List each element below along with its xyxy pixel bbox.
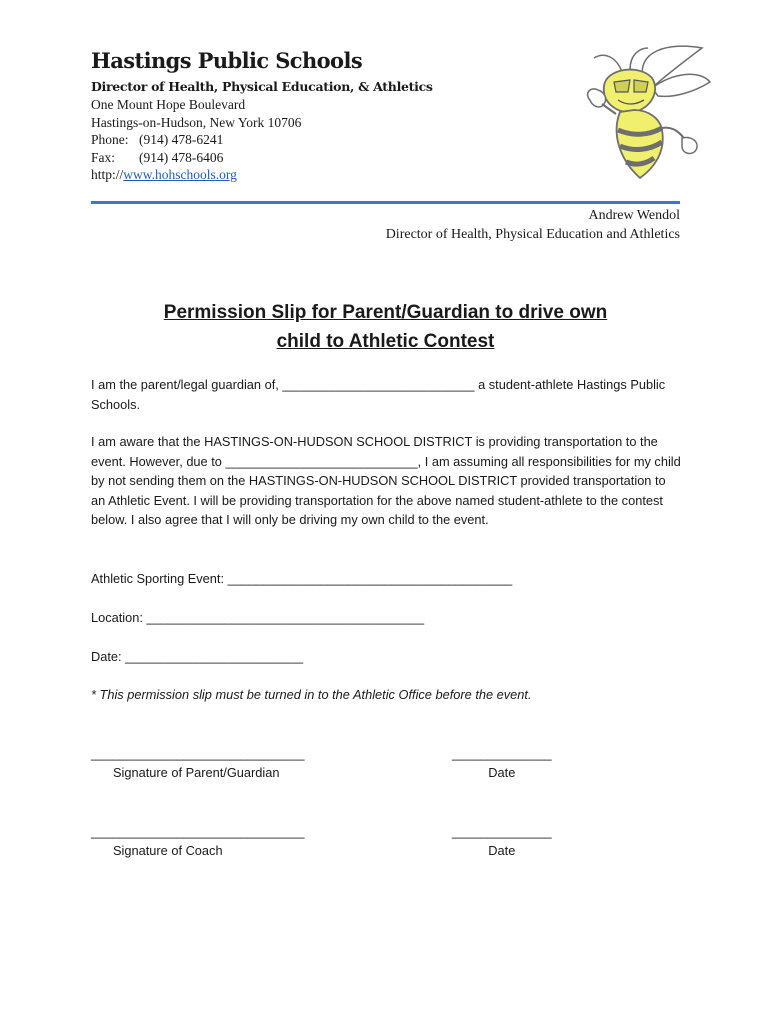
form-title: [91, 298, 680, 356]
coach-signature-label: Signature of Coach: [113, 843, 223, 858]
form-title-line-1: Permission Slip for Parent/Guardian to drive own: [163, 302, 608, 323]
coach-date-block: [452, 822, 552, 860]
coach-date-label: Date: [488, 843, 516, 858]
parent-date-block: [452, 744, 552, 782]
parent-signature-line[interactable]: ______________________________: [91, 746, 305, 761]
fax-line: [91, 149, 591, 167]
parent-date-line[interactable]: ______________: [452, 746, 552, 761]
form-title-line-2: child to Athletic Contest: [276, 331, 495, 352]
coach-signature-block: [91, 822, 305, 860]
phone-number: (914) 478-6241: [139, 132, 224, 147]
coach-date-line[interactable]: ______________: [452, 824, 552, 839]
director-title: Director of Health, Physical Education and Athletics: [385, 227, 680, 242]
fax-number: (914) 478-6406: [139, 149, 224, 165]
director-name: Andrew Wendol: [588, 208, 680, 223]
transportation-paragraph: I am aware that the HASTINGS-ON-HUDSON SCHOOL DISTRICT is providing transportation to the event. However, due to ___________________________, I am assuming all responsibilities for my child by not sending them on the HASTINGS-ON-HUDSON SCHOOL DISTRICT provided transportation to an Athletic Event. I will be providing transportation for the above named student-athlete to the contest below. I also agree that I will only be driving my own child to the event.: [91, 434, 681, 527]
submission-note: * This permission slip must be turned in to the Athletic Office before the event.: [91, 687, 532, 702]
letterhead: [91, 48, 591, 184]
guardian-paragraph: I am the parent/legal guardian of, ___________________________ a student-athlete Hastings Public Schools.: [91, 377, 666, 412]
fax-label: Fax:: [91, 149, 116, 165]
event-field[interactable]: Athletic Sporting Event: ________________________________________: [91, 571, 513, 586]
location-field[interactable]: Location: _______________________________________: [91, 610, 425, 625]
phone-label: Phone:: [91, 132, 129, 147]
address-line-2: Hastings-on-Hudson, New York 10706: [91, 114, 302, 130]
address-line-1: One Mount Hope Boulevard: [91, 97, 246, 112]
website-line: [91, 166, 591, 184]
date-field[interactable]: Date: _________________________: [91, 649, 304, 664]
header-rule: [91, 201, 680, 204]
phone-line: [91, 131, 591, 149]
parent-signature-label: Signature of Parent/Guardian: [113, 765, 280, 780]
parent-date-label: Date: [488, 765, 516, 780]
department-name: Director of Health, Physical Education, & Athletics: [91, 79, 433, 94]
coach-signature-line[interactable]: ______________________________: [91, 824, 305, 839]
website-prefix: http://: [91, 167, 124, 182]
school-name: Hastings Public Schools: [91, 48, 363, 73]
director-block: [386, 206, 680, 244]
hornet-mascot-icon: [582, 42, 712, 182]
parent-signature-block: [91, 744, 305, 782]
website-link[interactable]: www.hohschools.org: [123, 167, 237, 182]
